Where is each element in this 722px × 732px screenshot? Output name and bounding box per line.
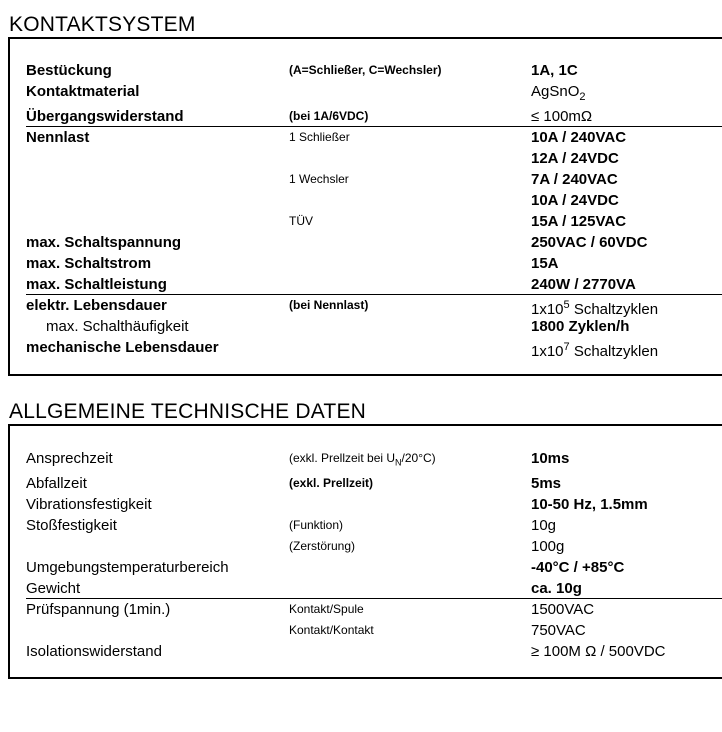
spec-value: $1x10^7$ Schaltzyklen <box>531 341 659 360</box>
spec-note: (exkl. Prellzeit) <box>289 476 374 490</box>
spec-note: Kontakt/Spule <box>289 602 364 616</box>
spec-value: 12A / 24VDC <box>531 150 619 167</box>
spec-note: (Zerstörung) <box>289 539 356 553</box>
spec-label: Übergangswiderstand <box>26 108 184 125</box>
spec-value: 5ms <box>531 475 562 492</box>
spec-label: Kontaktmaterial <box>26 83 140 100</box>
spec-value: 10A / 240VAC <box>531 129 627 146</box>
spec-label: max. Schaltleistung <box>26 276 167 293</box>
spec-note: TÜV <box>289 214 313 228</box>
spec-row <box>0 620 722 641</box>
spec-row <box>0 169 722 190</box>
spec-note: (Funktion) <box>289 518 344 532</box>
spec-label: Bestückung <box>26 62 112 79</box>
spec-value: 1800 Zyklen/h <box>531 318 630 335</box>
spec-value: 240W / 2770VA <box>531 276 636 293</box>
spec-row <box>0 337 722 358</box>
spec-row <box>0 448 722 469</box>
spec-row <box>0 641 722 662</box>
spec-value: 10-50 Hz, 1.5mm <box>531 496 648 513</box>
spec-label: Vibrationsfestigkeit <box>26 496 152 513</box>
spec-label: Isolationswiderstand <box>26 643 162 660</box>
spec-label: mechanische Lebensdauer <box>26 339 219 356</box>
spec-row <box>0 515 722 536</box>
spec-label: Nennlast <box>26 129 90 146</box>
spec-row <box>0 81 722 102</box>
spec-label: Stoßfestigkeit <box>26 517 117 534</box>
spec-row <box>0 232 722 253</box>
spec-note: (bei Nennlast) <box>289 298 369 312</box>
spec-row <box>0 599 722 620</box>
spec-value: 15A <box>531 255 559 272</box>
spec-label: max. Schaltstrom <box>26 255 152 272</box>
spec-note: 1 Schließer <box>289 130 350 144</box>
spec-note: 1 Wechsler <box>289 172 349 186</box>
spec-row <box>0 494 722 515</box>
spec-note: (A=Schließer, C=Wechsler) <box>289 63 442 77</box>
spec-note: (bei 1A/6VDC) <box>289 109 369 123</box>
spec-value: 100g <box>531 538 565 555</box>
spec-value: 10g <box>531 517 557 534</box>
spec-label: Ansprechzeit <box>26 450 113 467</box>
spec-row <box>0 536 722 557</box>
section-title-kontaktsystem: KONTAKTSYSTEM <box>9 13 196 36</box>
spec-label: Gewicht <box>26 580 81 597</box>
spec-label: Umgebungstemperaturbereich <box>26 559 229 576</box>
spec-label: Abfallzeit <box>26 475 87 492</box>
spec-note: Kontakt/Kontakt <box>289 623 374 637</box>
spec-row <box>0 148 722 169</box>
spec-note: (exkl. Prellzeit bei $U_N/20^\circ C$) <box>289 451 436 468</box>
spec-value: ≤ 100mΩ <box>531 108 593 125</box>
spec-value: 10ms <box>531 450 570 467</box>
spec-row <box>0 211 722 232</box>
spec-value: -40°C / +85°C <box>531 559 625 576</box>
spec-value: 1500VAC <box>531 601 595 618</box>
spec-label: elektr. Lebensdauer <box>26 297 167 314</box>
spec-row <box>0 557 722 578</box>
spec-row <box>0 316 722 337</box>
spec-row <box>0 578 722 599</box>
spec-value: 15A / 125VAC <box>531 213 627 230</box>
spec-value: 750VAC <box>531 622 586 639</box>
spec-label: max. Schalthäufigkeit <box>46 318 189 335</box>
spec-row <box>0 127 722 148</box>
spec-row <box>0 274 722 295</box>
spec-value: ≥ 100M Ω / 500VDC <box>531 643 666 660</box>
spec-value: 250VAC / 60VDC <box>531 234 648 251</box>
spec-row <box>0 190 722 211</box>
spec-label: Prüfspannung (1min.) <box>26 601 171 618</box>
spec-value: ca. 10g <box>531 580 582 597</box>
spec-value: AgSnO$_2$ <box>531 83 586 103</box>
spec-value: 7A / 240VAC <box>531 171 618 188</box>
spec-row <box>0 473 722 494</box>
spec-value: $1x10^5$ Schaltzyklen <box>531 299 659 318</box>
spec-row <box>0 106 722 127</box>
spec-row <box>0 253 722 274</box>
spec-value: 1A, 1C <box>531 62 578 79</box>
spec-label: max. Schaltspannung <box>26 234 182 251</box>
spec-row <box>0 295 722 316</box>
section-title-allgemeine-technische-daten: ALLGEMEINE TECHNISCHE DATEN <box>9 400 367 423</box>
spec-row <box>0 60 722 81</box>
spec-value: 10A / 24VDC <box>531 192 619 209</box>
